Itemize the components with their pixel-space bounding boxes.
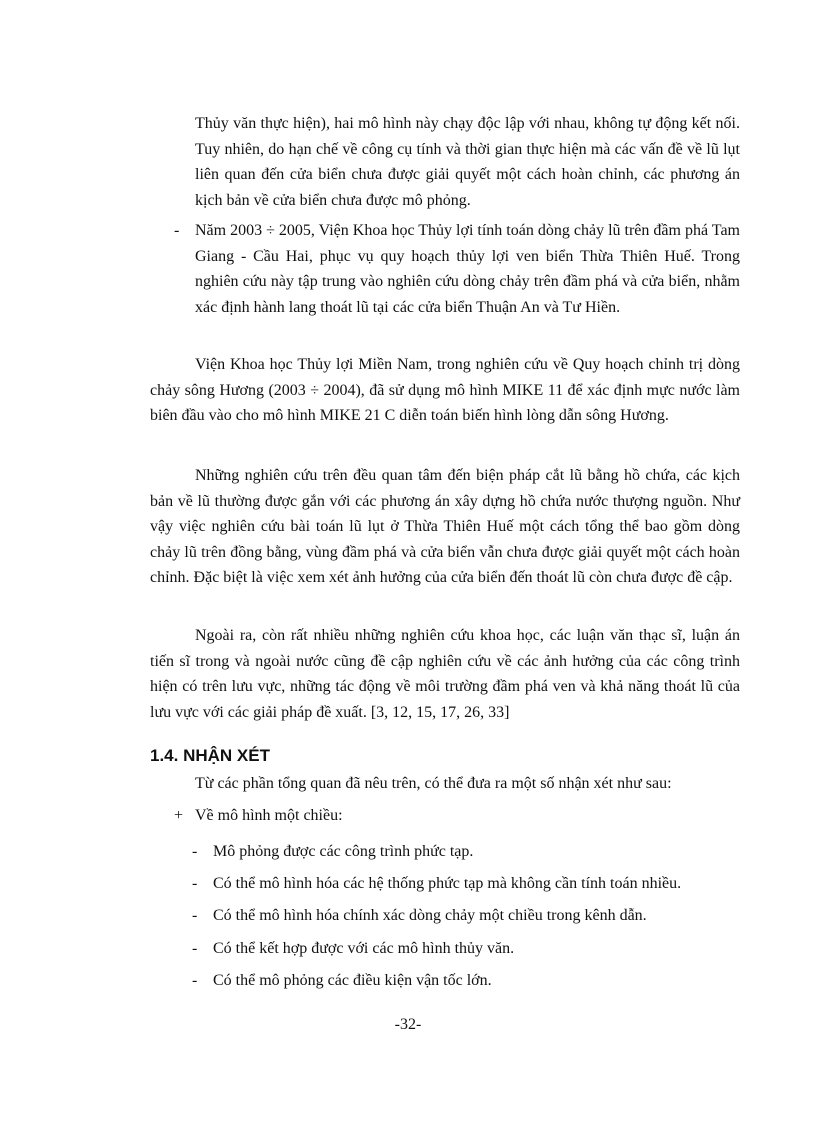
list-item: Mô phỏng được các công trình phức tạp. <box>213 843 474 860</box>
list-dash-marker: - <box>192 843 198 860</box>
section-heading: 1.4. NHẬN XÉT <box>150 746 270 765</box>
subheading-one-dimensional-model: Về mô hình một chiều: <box>195 807 343 824</box>
section-intro: Từ các phần tổng quan đã nêu trên, có thể đưa ra một số nhận xét như sau: <box>195 775 672 792</box>
bullet-paragraph-2003-2005: Năm 2003 ÷ 2005, Viện Khoa học Thủy lợi tính toán dòng chảy lũ trên đầm phá Tam Giang - Cầu Hai, phục vụ quy hoạch thủy lợi ven biển Thừa Thiên Huế. Trong nghiên cứu này tập trung vào nghiên cứu dòng chảy trên đầm phá và cửa biển, nhằm xác định hành lang thoát lũ tại các cửa biển Thuận An và Tư Hiền. <box>195 222 740 316</box>
list-dash-marker: - <box>192 972 198 989</box>
list-dash-marker: - <box>192 875 198 892</box>
paragraph-ngoai-ra: Ngoài ra, còn rất nhiều những nghiên cứu khoa học, các luận văn thạc sĩ, luận án tiến sĩ trong và ngoài nước cũng đề cập nghiên cứu về các ảnh hưởng của các công trình hiện có trên lưu vực, những tác động về môi trường đầm phá ven và khả năng thoát lũ của lưu vực với các giải pháp đề xuất. [3, 12, 15, 17, 26, 33] <box>150 627 740 721</box>
bullet-dash-marker: - <box>174 222 180 239</box>
list-item: Có thể mô phỏng các điều kiện vận tốc lớn. <box>213 972 492 989</box>
page-number: -32- <box>394 1016 422 1033</box>
plus-marker: + <box>174 807 184 824</box>
paragraph-continuation: Thủy văn thực hiện), hai mô hình này chạy độc lập với nhau, không tự động kết nối. Tuy nhiên, do hạn chế về công cụ tính và thời gian thực hiện mà các vấn đề về lũ lụt liên quan đến cửa biển chưa được giải quyết một cách hoàn chỉnh, các phương án kịch bản về cửa biển chưa được mô phỏng. <box>195 115 740 209</box>
list-item: Có thể mô hình hóa chính xác dòng chảy một chiều trong kênh dẫn. <box>213 907 647 924</box>
list-item: Có thể mô hình hóa các hệ thống phức tạp mà không cần tính toán nhiều. <box>213 875 682 892</box>
paragraph-vien-khoa-hoc-mien-nam: Viện Khoa học Thủy lợi Miền Nam, trong nghiên cứu về Quy hoạch chỉnh trị dòng chảy sông Hương (2003 ÷ 2004), đã sử dụng mô hình MIKE 11 để xác định mực nước làm biên đầu vào cho mô hình MIKE 21 C diễn toán biến hình lòng dẫn sông Hương. <box>150 356 740 424</box>
paragraph-nhung-nghien-cuu: Những nghiên cứu trên đều quan tâm đến biện pháp cắt lũ bằng hồ chứa, các kịch bản về lũ thường được gắn với các phương án xây dựng hồ chứa nước thượng nguồn. Như vậy việc nghiên cứu bài toán lũ lụt ở Thừa Thiên Huế một cách tổng thể bao gồm dòng chảy lũ trên đồng bằng, vùng đầm phá và cửa biển vẫn chưa được giải quyết một cách hoàn chỉnh. Đặc biệt là việc xem xét ảnh hưởng của cửa biển đến thoát lũ còn chưa được đề cập. <box>150 467 740 586</box>
list-dash-marker: - <box>192 940 198 957</box>
list-item: Có thể kết hợp được với các mô hình thủy văn. <box>213 940 515 957</box>
list-dash-marker: - <box>192 907 198 924</box>
